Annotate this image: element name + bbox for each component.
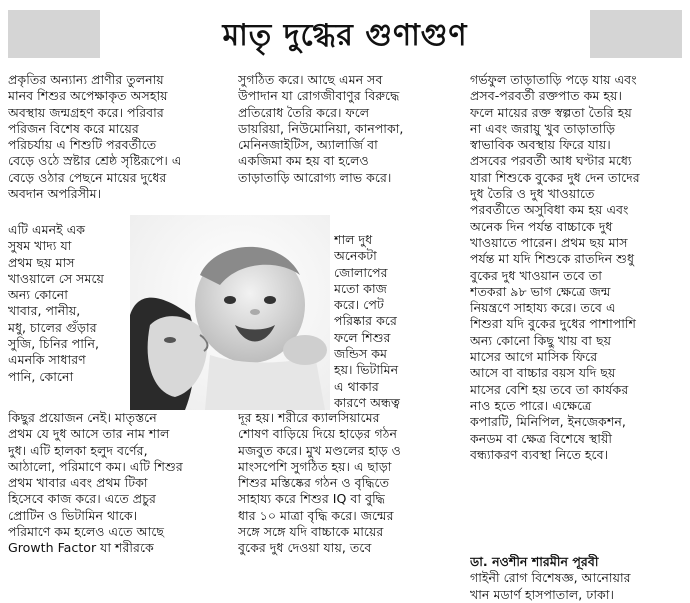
column-1-wrap-line: এটি এমনই এক [8, 222, 86, 237]
column-2-wrap-line: এ থাকার [334, 378, 379, 394]
header-grey-block-left [8, 10, 100, 58]
column-1-top-line: বেড়ে ওঠে স্রষ্টার শ্রেষ্ঠ সৃষ্টিরূপে। এ [8, 153, 182, 169]
author-place: খান মডার্ণ হাসপাতাল, ঢাকা। [470, 586, 614, 602]
column-3-line: শিশুরা যদি বুকের দুধের পাশাপাশি [470, 316, 636, 332]
column-2-top-line: একজিমা কম হয় বা হলেও [238, 153, 369, 169]
column-2-top [238, 72, 456, 186]
column-3-line: শতকরা ৯৮ ভাগ ক্ষেত্রে জন্ম [470, 283, 611, 299]
column-2-bottom-line: সাহায্য করে শিশুর IQ বা বুদ্ধি [238, 491, 385, 507]
column-2-wrap-line: জোলাপের [334, 264, 388, 280]
column-2-wrap-text [334, 232, 456, 411]
column-2-bottom-line: মজবুত করে। মুখ মণ্ডলের হাড় ও [238, 442, 401, 458]
column-1-wrap-line: এমনকি সাধারণ [8, 352, 86, 368]
column-3-line: মাসের আগে মাসিক ফিরে [470, 349, 598, 365]
column-2-wrap-line: জন্ডিস কম [334, 346, 388, 362]
author-block [470, 554, 682, 603]
column-1-wrap-text [8, 222, 126, 385]
column-1-top-line: পরিজন বিশেষ করে মায়ের [8, 120, 139, 136]
column-1-top-line: মানব শিশুর অপেক্ষাকৃত অসহায় [8, 88, 168, 104]
column-1-wrap-line: খাওয়ালে সে সময়ে [8, 270, 104, 286]
column-1-wrap-line: সুজি, চিনির পানি, [8, 336, 99, 352]
author-title: গাইনী রোগ বিশেষজ্ঞ, আনোয়ার [470, 570, 631, 586]
column-1-bottom-line: আঠালো, পরিমাণে কম। এটি শিশুর [8, 458, 183, 474]
column-1-wrap-line: অন্য কোনো [8, 287, 68, 303]
column-1-top-line: প্রকৃতির অন্যান্য প্রাণীর তুলনায় [8, 72, 164, 87]
column-3-line: দুধ তৈরি ও দুধ খাওয়াতে [470, 186, 595, 202]
column-2-bottom-line: সঙ্গে সঙ্গে যদি বাচ্চাকে মায়ের [238, 524, 384, 540]
column-3-line: খাওয়াতে পারেন। প্রথম ছয় মাস [470, 234, 628, 250]
column-2-bottom [238, 410, 456, 557]
column-3-line: স্বাভাবিক অবস্থায় ফিরে যায়। [470, 137, 611, 153]
column-2-top-line: ডায়রিয়া, নিউমোনিয়া, কানপাকা, [238, 120, 404, 136]
column-3-line: নিয়ন্ত্রণে সাহায্য করে। তবে এ [470, 300, 616, 316]
column-1-wrap-line: খাবার, পানীয়, [8, 303, 81, 319]
column-2-wrap-line: হয়। ভিটামিন [334, 362, 399, 378]
column-1-bottom-line: দুধ। এটি হালকা হলুদ বর্ণের, [8, 442, 148, 458]
column-3-line: বন্ধ্যাকরণ ব্যবস্থা নিতে হবে। [470, 446, 609, 462]
header-bar [0, 0, 690, 66]
column-2-top-line: মেনিনজাইটিস, অ্যালার্জি বা [238, 137, 378, 153]
author-name: ডা. নওশীন শারমীন পূরবী [470, 554, 599, 569]
column-2-bottom-line: মাংসপেশি সুগঠিত হয়। এ ছাড়া [238, 458, 392, 474]
column-1-top-line: পরিচর্যায় এ শিশুটি পরবর্তীতে [8, 137, 157, 153]
column-2-top-line: প্রতিরোধ তৈরি করে। ফলে [238, 104, 370, 120]
column-1-bottom-line: প্রথম যে দুধ আসে তার নাম শাল [8, 426, 170, 442]
column-3-line: না এবং জরায়ু খুব তাড়াতাড়ি [470, 120, 616, 136]
column-3-line: যারা শিশুকে বুকের দুধ দেন তাদের [470, 169, 640, 185]
column-3-line: পরবর্তীতে অসুবিধা কম হয় এবং [470, 202, 629, 218]
column-1-wrap-line: মধু, চালের গুঁড়ার [8, 319, 97, 335]
column-3-line: মাসের বেশি হয় তবে তা কার্যকর [470, 381, 629, 397]
column-1-wrap-line: সুষম খাদ্য যা [8, 238, 72, 254]
column-1-bottom-line: প্রোটিন ও ভিটামিন থাকে। [8, 507, 138, 523]
column-3-line: কপারটি, মিনিপিল, ইনজেকশন, [470, 414, 626, 430]
column-2-wrap-line: মতো কাজ [334, 280, 387, 296]
column-3-line: প্রসবের পরবর্তী আধ ঘণ্টার মধ্যে [470, 153, 632, 169]
column-1-top [8, 72, 226, 202]
column-3-line: গর্ভফুল তাড়াতাড়ি পড়ে যায় এবং [470, 72, 637, 87]
column-3-line: প্রসব-পরবর্তী রক্তপাত কম হয়। [470, 88, 622, 104]
column-1-bottom-line: Growth Factor যা শরীরকে [8, 540, 154, 556]
column-3-line: অনেক দিন পর্যন্ত বাচ্চাকে দুধ [470, 218, 613, 234]
column-1-wrap-line: পানি, কোনো [8, 368, 74, 384]
column-3-line: কনডম বা ক্ষেত্র বিশেষে স্থায়ী [470, 430, 612, 446]
column-1-wrap-line: প্রথম ছয় মাস [8, 254, 75, 270]
column-3-line: ফলে মায়ের রক্ত স্বল্পতা তৈরি হয় [470, 104, 632, 120]
column-1-bottom-line: হিসেবে কাজ করে। এতে প্রচুর [8, 491, 156, 507]
column-1-bottom-line: প্রথম খাবার এবং প্রথম টিকা [8, 475, 148, 491]
column-1-top-line: বেড়ে ওঠার পেছনে মায়ের দুধের [8, 169, 167, 185]
column-3-line: অন্য কোনো কিছু খায় বা ছয় [470, 332, 611, 348]
column-1-top-line: অবদান অপরিসীম। [8, 186, 102, 202]
column-2-wrap-line: করে। পেট [334, 297, 384, 313]
column-2-bottom-line: শোষণ বাড়িয়ে দিয়ে হাড়ের গঠন [238, 426, 397, 442]
mother-baby-photo [130, 215, 330, 410]
column-3-line: বুকের দুধ খাওয়ান তবে তা [470, 267, 602, 283]
column-2-top-line: তাড়াতাড়ি আরোগ্য লাভ করে। [238, 169, 392, 185]
column-2-wrap-line: কারণে অন্ধত্ব [334, 394, 400, 410]
column-2-top-line: উপাদান যা রোগজীবাণুর বিরুদ্ধে [238, 88, 400, 104]
column-1-bottom-line: কিছুর প্রয়োজন নেই। মাতৃস্তনে [8, 410, 157, 425]
column-3-line: পর্যন্ত মা যদি শিশুকে রাতদিন শুধু [470, 251, 635, 267]
column-2-bottom-line: দূর হয়। শরীরে ক্যালসিয়ামের [238, 410, 380, 425]
column-2-top-line: সুগঠিত করে। আছে এমন সব [238, 72, 383, 87]
column-1-bottom-line: পরিমাণে কম হলেও এতে আছে [8, 524, 165, 540]
column-1-bottom [8, 410, 226, 557]
title-box [100, 12, 590, 60]
column-2-bottom-line: ধার ১০ মাত্রা বৃদ্ধি করে। জন্মের [238, 507, 394, 523]
column-1-top-line: অবস্থায় জন্মগ্রহণ করে। পরিবার [8, 104, 164, 120]
column-3-line: নাও হতে পারে। এক্ষেত্রে [470, 397, 592, 413]
article-title: মাতৃ দুগ্ধের গুণাগুণ [222, 17, 468, 53]
header-grey-block-right [590, 10, 682, 58]
column-2-wrap-line: পরিষ্কার করে [334, 313, 397, 329]
column-2-wrap-line: অনেকটা [334, 248, 377, 264]
column-3 [470, 72, 682, 463]
column-3-line: আসে বা বাচ্চার বয়স যদি ছয় [470, 365, 616, 381]
column-2-wrap-line: ফলে শিশুর [334, 329, 391, 345]
column-2-bottom-line: বুকের দুধ দেওয়া যায়, তবে [238, 540, 372, 556]
column-2-bottom-line: শিশুর মস্তিষ্কের গঠন ও বৃদ্ধিতে [238, 475, 390, 491]
column-2-wrap-line: শাল দুধ [334, 232, 373, 247]
